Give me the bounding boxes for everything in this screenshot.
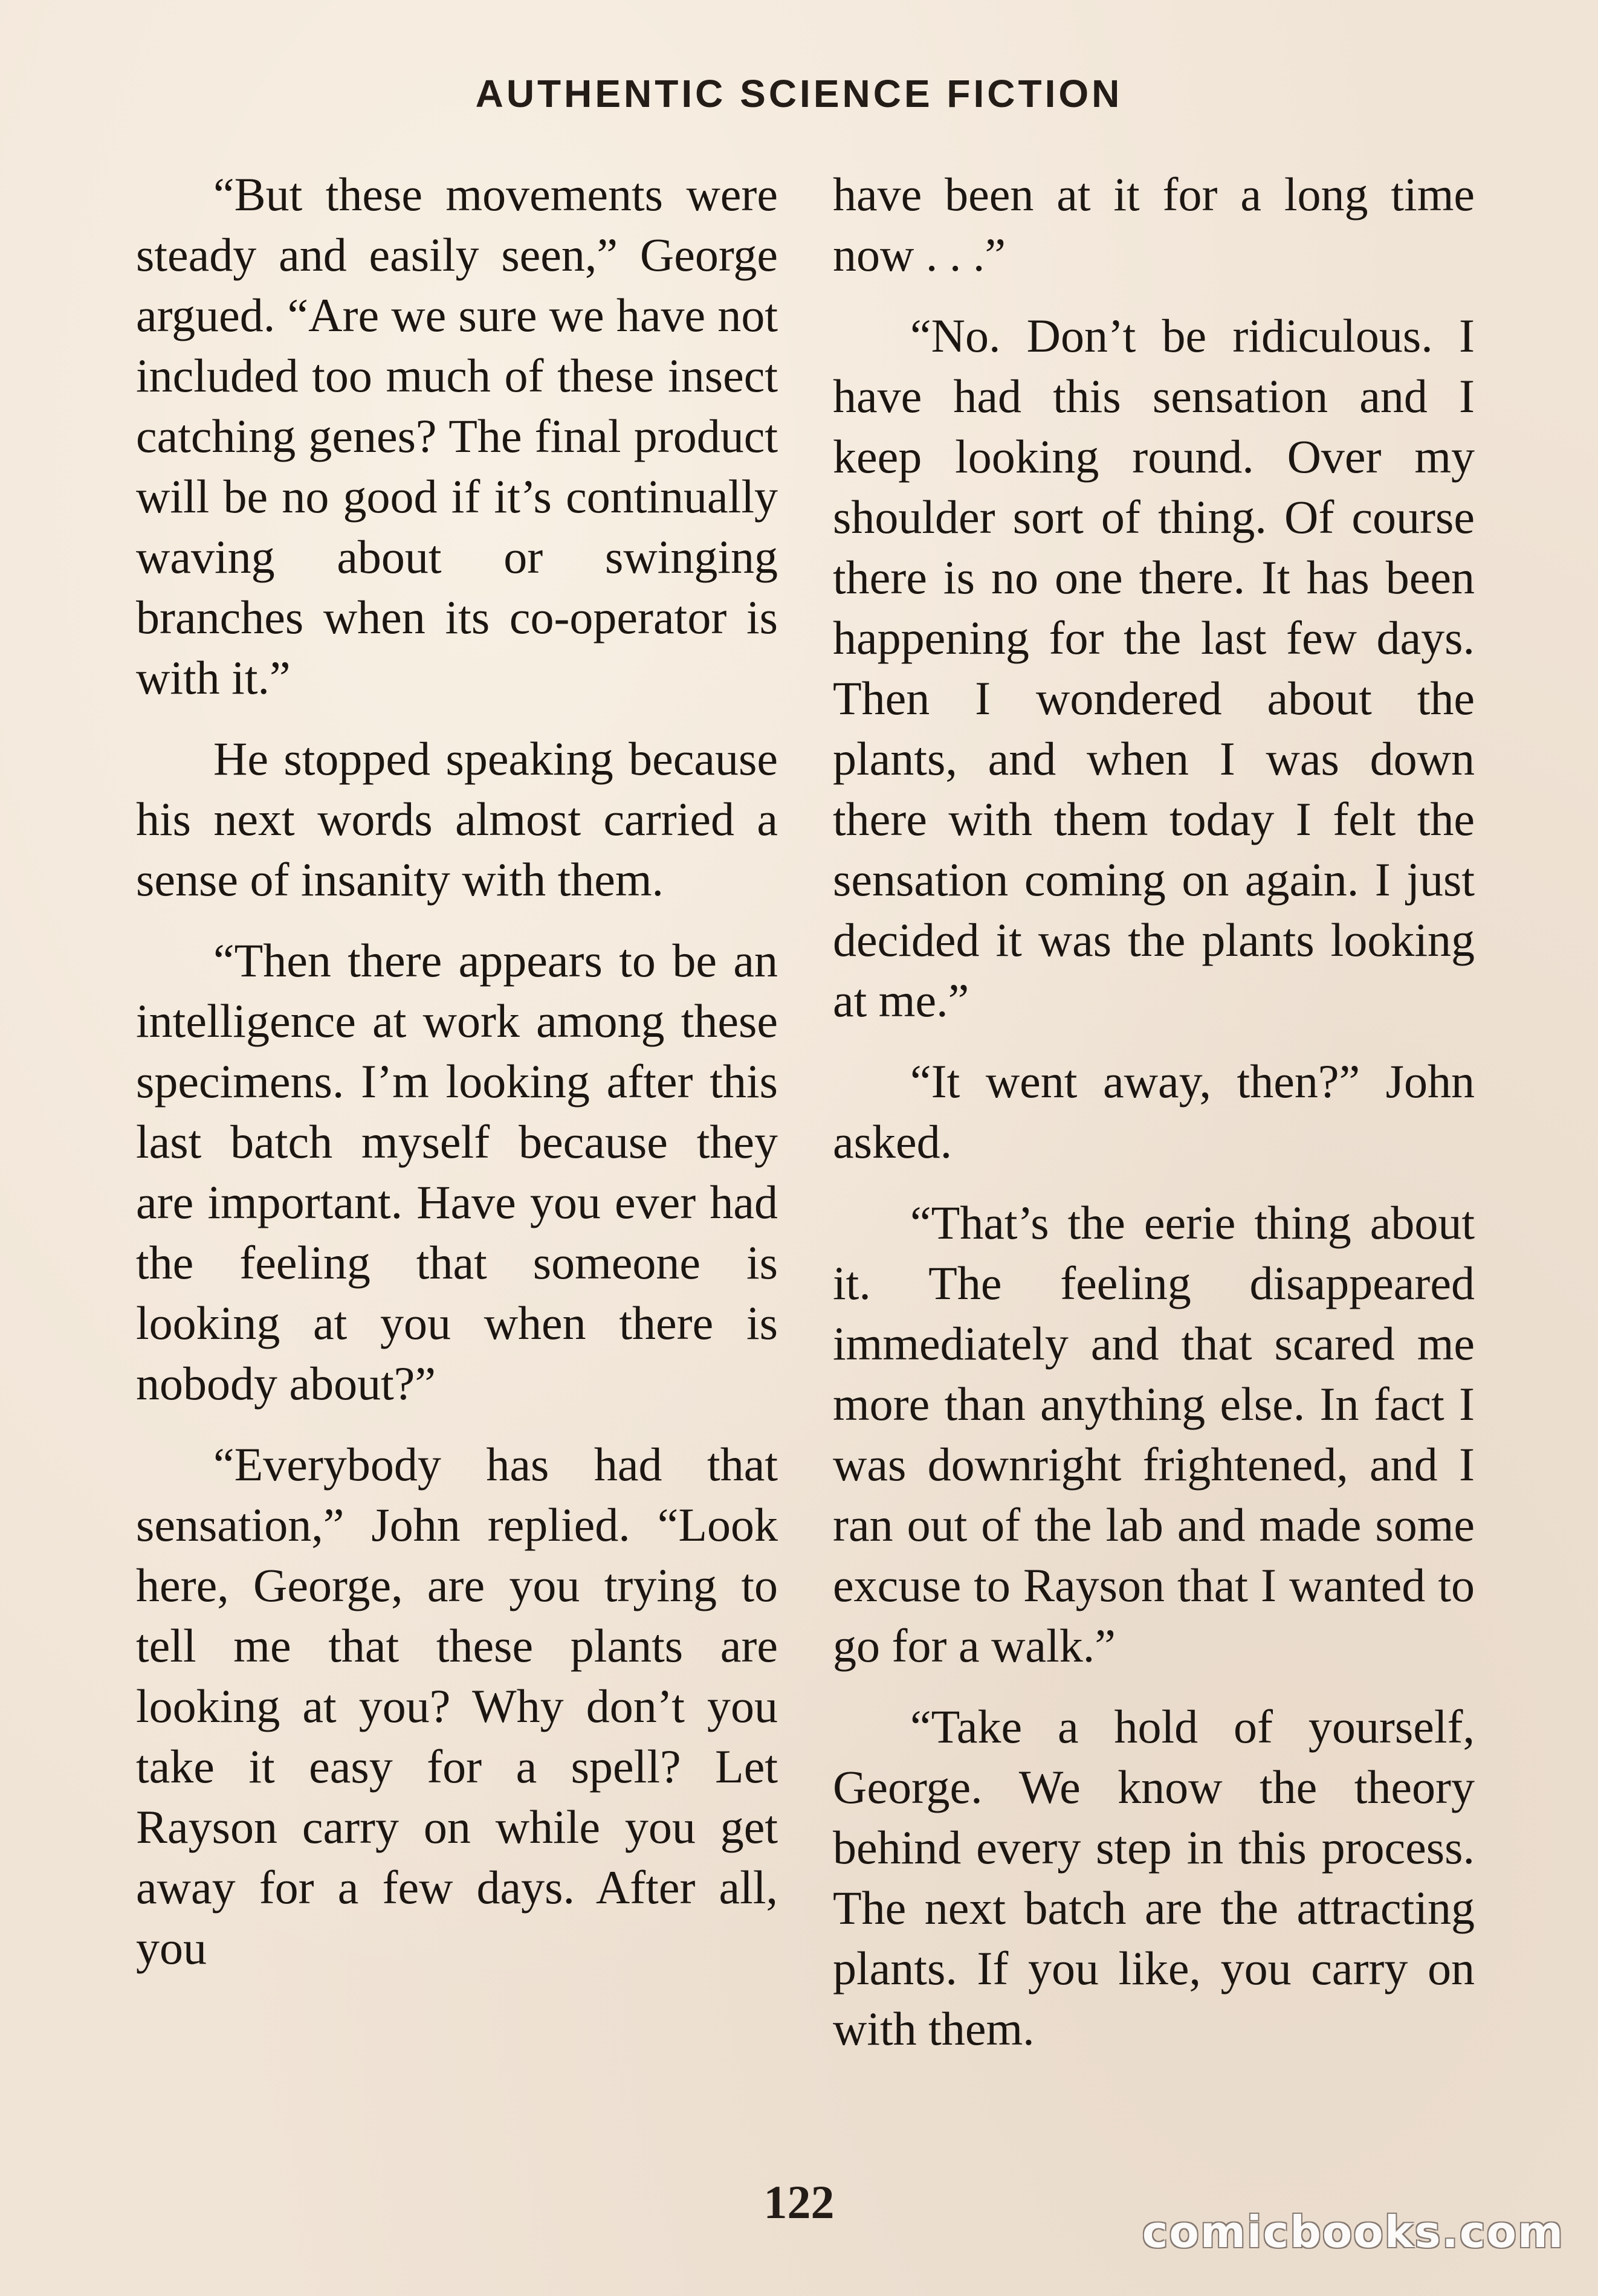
site-watermark: comicbooks.com xyxy=(1142,2207,1564,2257)
left-column xyxy=(136,164,778,1999)
right-column xyxy=(833,164,1475,2080)
running-head: AUTHENTIC SCIENCE FICTION xyxy=(475,72,1123,115)
paragraph: “No. Don’t be ridiculous. I have had this sensation and I keep looking round. Over my shoulder sort of thing. Of course there is no one there. It has been happening for the last few days. Then I wondered about the plants, and when I was down there with them today I felt the sensation coming on again. I just decided it was the plants looking at me.” xyxy=(833,309,1475,1027)
paragraph: “But these movements were steady and easily seen,” George argued. “Are we sure we have not included too much of these insect catching genes? The final product will be no good if it’s continually waving about or swinging branches when its co-operator is with it.” xyxy=(136,168,778,704)
paragraph: “Everybody has had that sensation,” John replied. “Look here, George, are you trying to tell me that these plants are looking at you? Why don’t you take it easy for a spell? Let Rayson carry on while you get away for a few days. After all, you xyxy=(136,1438,778,1974)
paragraph: “Take a hold of yourself, George. We know the theory behind every step in this process. The next batch are the attracting plants. If you like, you carry on with them. xyxy=(833,1700,1475,2055)
paragraph: He stopped speaking because his next words almost carried a sense of insanity with them. xyxy=(136,732,778,906)
paragraph: “It went away, then?” John asked. xyxy=(833,1055,1475,1168)
paragraph: “Then there appears to be an intelligence at work among these specimens. I’m looking after this last batch myself because they are important. Have you ever had the feeling that someone is looking at you when there is nobody about?” xyxy=(136,934,778,1410)
paragraph: “That’s the eerie thing about it. The feeling disappeared immediately and that scared me more than anything else. In fact I was downright frightened, and I ran out of the lab and made some excuse to Rayson that I wanted to go for a walk.” xyxy=(833,1196,1475,1672)
paragraph-continued: have been at it for a long time now . . .” xyxy=(833,168,1475,281)
page-number: 122 xyxy=(763,2176,835,2228)
